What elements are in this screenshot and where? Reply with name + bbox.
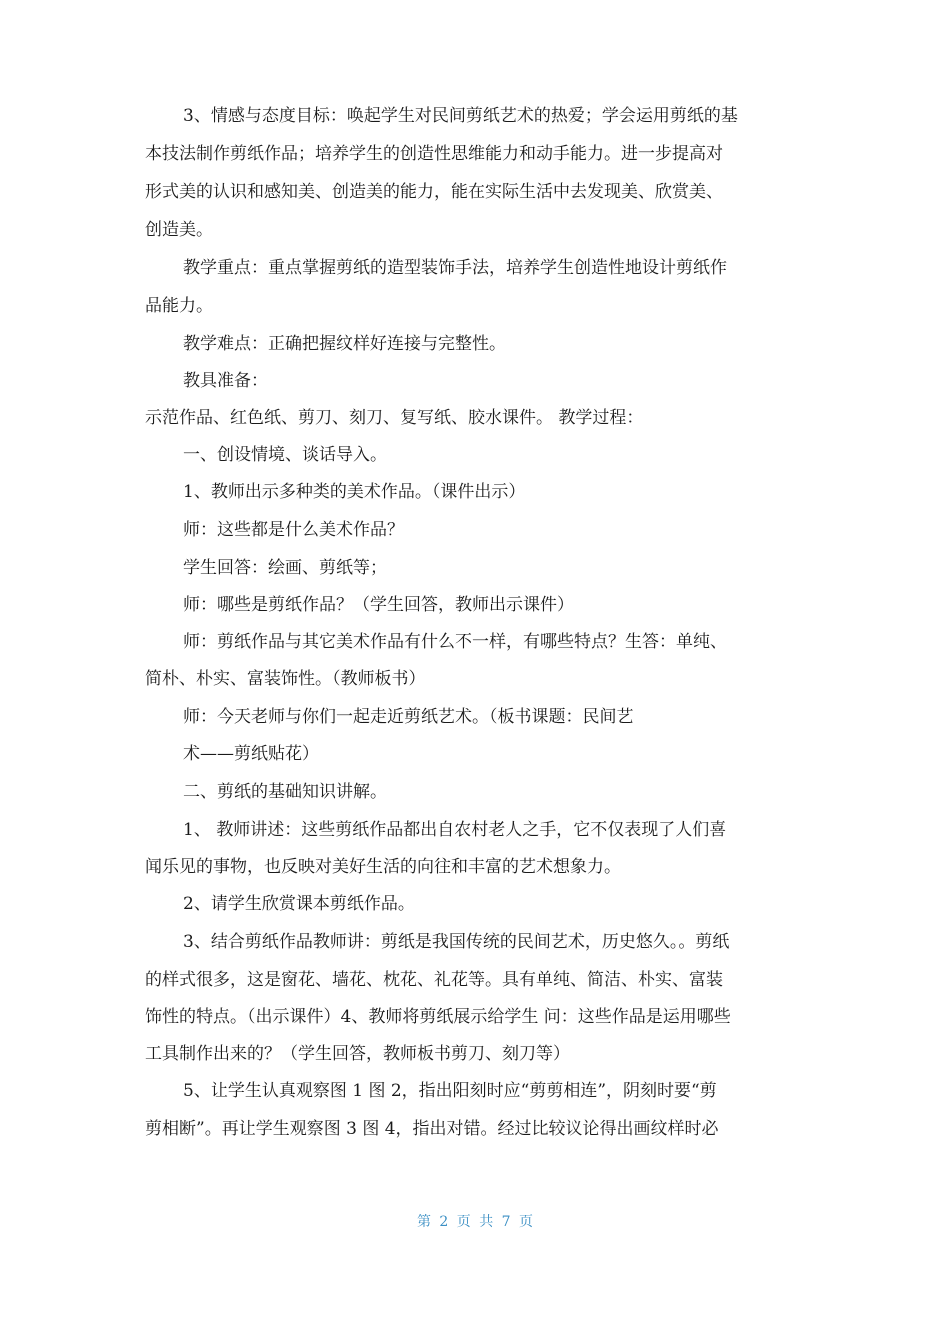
text-line: 创造美。 <box>145 220 213 240</box>
text-line: 教学难点：正确把握纹样好连接与完整性。 <box>183 334 506 354</box>
text-line: 品能力。 <box>145 296 213 316</box>
page-number-footer: 第 2 页 共 7 页 <box>416 1214 534 1230</box>
text-line: 示范作品、红色纸、剪刀、刻刀、复写纸、胶水课件。 教学过程： <box>145 408 644 428</box>
text-line: 师：今天老师与你们一起走近剪纸艺术。（板书课题：民间艺 <box>183 707 634 727</box>
text-line: 师：哪些是剪纸作品？（学生回答，教师出示课件） <box>183 595 574 615</box>
text-line: 师：这些都是什么美术作品？ <box>183 520 404 540</box>
text-line: 术——剪纸贴花） <box>183 744 319 764</box>
text-line: 工具制作出来的？（学生回答，教师板书剪刀、刻刀等） <box>145 1044 570 1064</box>
text-line: 学生回答：绘画、剪纸等； <box>183 558 387 578</box>
text-line: 本技法制作剪纸作品；培养学生的创造性思维能力和动手能力。进一步提高对 <box>145 144 723 164</box>
text-line: 1、教师出示多种类的美术作品。（课件出示） <box>183 482 526 502</box>
text-line: 教具准备： <box>183 371 268 391</box>
text-line: 形式美的认识和感知美、创造美的能力，能在实际生活中去发现美、欣赏美、 <box>145 182 723 202</box>
text-line: 教学重点：重点掌握剪纸的造型装饰手法，培养学生创造性地设计剪纸作 <box>183 258 727 278</box>
text-line: 的样式很多，这是窗花、墙花、枕花、礼花等。具有单纯、简洁、朴实、富装 <box>145 970 723 990</box>
text-line: 1、 教师讲述：这些剪纸作品都出自农村老人之手，它不仅表现了人们喜 <box>183 820 727 840</box>
section-heading: 一、创设情境、谈话导入。 <box>183 445 387 465</box>
section-heading: 二、剪纸的基础知识讲解。 <box>183 782 387 802</box>
text-line: 师：剪纸作品与其它美术作品有什么不一样，有哪些特点？生答：单纯、 <box>183 632 727 652</box>
text-line: 3、结合剪纸作品教师讲：剪纸是我国传统的民间艺术，历史悠久。。剪纸 <box>183 932 730 952</box>
text-line: 饰性的特点。（出示课件）4、教师将剪纸展示给学生 问：这些作品是运用哪些 <box>145 1007 731 1027</box>
text-line: 剪相断”。再让学生观察图 3 图 4，指出对错。经过比较议论得出画纹样时必 <box>145 1119 719 1139</box>
text-line: 简朴、朴实、富装饰性。（教师板书） <box>145 669 426 689</box>
text-line: 闻乐见的事物，也反映对美好生活的向往和丰富的艺术想象力。 <box>145 857 621 877</box>
text-line: 5、让学生认真观察图 1 图 2，指出阳刻时应“剪剪相连”，阴刻时要“剪 <box>183 1081 717 1101</box>
text-line: 3、情感与态度目标：唤起学生对民间剪纸艺术的热爱；学会运用剪纸的基 <box>183 106 738 126</box>
text-line: 2、请学生欣赏课本剪纸作品。 <box>183 894 415 914</box>
